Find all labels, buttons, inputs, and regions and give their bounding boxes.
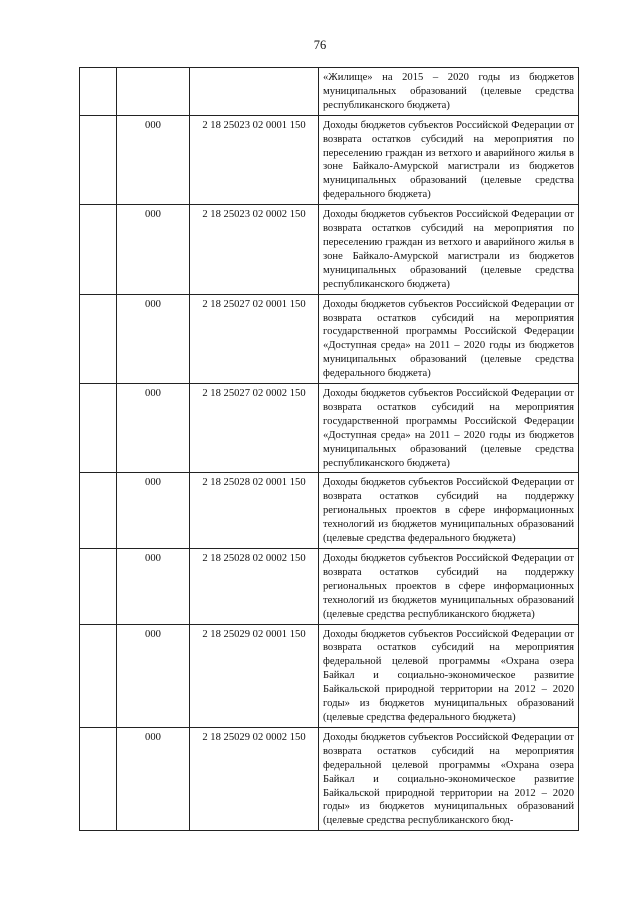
admin-code-cell: 000 <box>117 384 190 473</box>
description-cell: Доходы бюджетов субъектов Российской Федерации от возврата остатков субсидий на мероприятия по переселению граждан из ветхого и аварийного жилья в зоне Байкало-Амурской магистрали из бюджетов муниципальных образований (целевые средства федерального бюджета) <box>319 115 579 204</box>
budget-code-cell: 2 18 25029 02 0001 150 <box>190 624 319 727</box>
description-cell: «Жилище» на 2015 – 2020 годы из бюджетов муниципальных образований (целевые средства республиканского бюджета) <box>319 68 579 116</box>
table-row <box>80 68 579 116</box>
description-cell: Доходы бюджетов субъектов Российской Федерации от возврата остатков субсидий на мероприятия федеральной целевой программы «Охрана озера Байкал и социально-экономическое развитие Байкальской природной территории на 2012 – 2020 годы» из бюджетов муниципальных образований (целевые средства федерального бюджета) <box>319 624 579 727</box>
page-number: 76 <box>313 38 327 52</box>
budget-code-cell: 2 18 25023 02 0001 150 <box>190 115 319 204</box>
budget-code-cell: 2 18 25028 02 0001 150 <box>190 473 319 549</box>
budget-code-cell <box>190 68 319 116</box>
empty-cell <box>80 68 117 116</box>
description-cell: Доходы бюджетов субъектов Российской Федерации от возврата остатков субсидий на мероприятия по переселению граждан из ветхого и аварийного жилья в зоне Байкало-Амурской магистрали из бюджетов муниципальных образований (целевые средства республиканского бюджета) <box>319 205 579 294</box>
admin-code-cell: 000 <box>117 473 190 549</box>
budget-code-cell: 2 18 25027 02 0001 150 <box>190 294 319 383</box>
empty-cell <box>80 205 117 294</box>
empty-cell <box>80 727 117 830</box>
table-body <box>80 68 579 831</box>
description-cell: Доходы бюджетов субъектов Российской Федерации от возврата остатков субсидий на поддержку региональных проектов в сфере информационных технологий из бюджетов муниципальных образований (целевые средства республиканского бюджета) <box>319 549 579 625</box>
admin-code-cell: 000 <box>117 727 190 830</box>
empty-cell <box>80 473 117 549</box>
table-row <box>80 115 579 204</box>
table-row <box>80 549 579 625</box>
empty-cell <box>80 384 117 473</box>
description-cell: Доходы бюджетов субъектов Российской Федерации от возврата остатков субсидий на поддержку региональных проектов в сфере информационных технологий из бюджетов муниципальных образований (целевые средства федерального бюджета) <box>319 473 579 549</box>
budget-code-cell: 2 18 25023 02 0002 150 <box>190 205 319 294</box>
budget-code-cell: 2 18 25027 02 0002 150 <box>190 384 319 473</box>
empty-cell <box>80 294 117 383</box>
admin-code-cell: 000 <box>117 624 190 727</box>
budget-code-cell: 2 18 25029 02 0002 150 <box>190 727 319 830</box>
admin-code-cell <box>117 68 190 116</box>
table-row <box>80 473 579 549</box>
admin-code-cell: 000 <box>117 294 190 383</box>
description-cell: Доходы бюджетов субъектов Российской Федерации от возврата остатков субсидий на мероприятия федеральной целевой программы «Охрана озера Байкал и социально-экономическое развитие Байкальской природной территории на 2012 – 2020 годы» из бюджетов муниципальных образований (целевые средства республиканского бюд- <box>319 727 579 830</box>
budget-code-cell: 2 18 25028 02 0002 150 <box>190 549 319 625</box>
table-row <box>80 294 579 383</box>
table-row <box>80 384 579 473</box>
table-row <box>80 205 579 294</box>
budget-classification-table <box>79 67 579 831</box>
empty-cell <box>80 624 117 727</box>
admin-code-cell: 000 <box>117 205 190 294</box>
description-cell: Доходы бюджетов субъектов Российской Федерации от возврата остатков субсидий на мероприятия государственной программы Российской Федерации «Доступная среда» на 2011 – 2020 годы из бюджетов муниципальных образований (целевые средства республиканского бюджета) <box>319 384 579 473</box>
admin-code-cell: 000 <box>117 115 190 204</box>
table-row <box>80 727 579 830</box>
table-row <box>80 624 579 727</box>
admin-code-cell: 000 <box>117 549 190 625</box>
empty-cell <box>80 115 117 204</box>
empty-cell <box>80 549 117 625</box>
description-cell: Доходы бюджетов субъектов Российской Федерации от возврата остатков субсидий на мероприятия государственной программы Российской Федерации «Доступная среда» на 2011 – 2020 годы из бюджетов муниципальных образований (целевые средства федерального бюджета) <box>319 294 579 383</box>
